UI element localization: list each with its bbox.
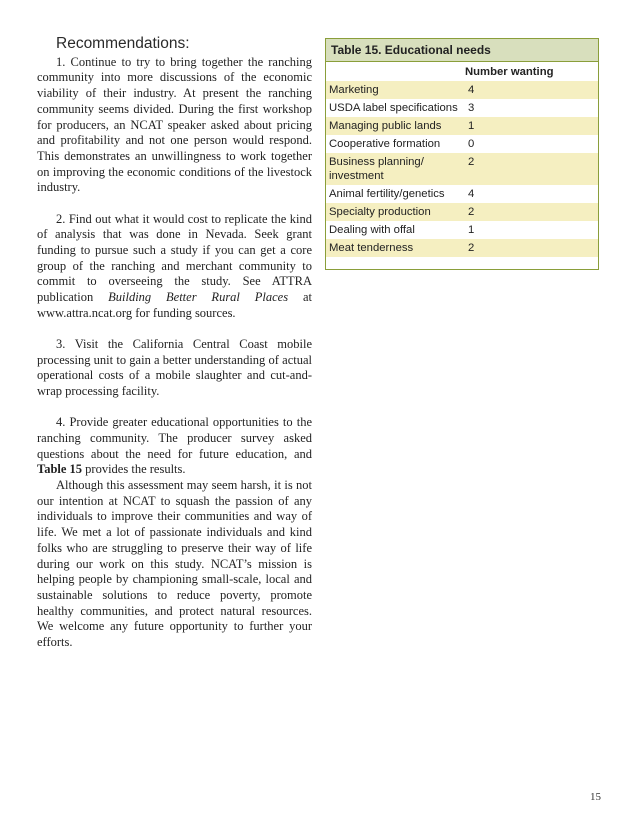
recommendation-3: 3. Visit the California Central Coast mobile processing unit to gain a better understanding of actual operational costs of a mobile slaughter and cut-and-wrap processing facility. — [37, 336, 312, 399]
table-reference: Table 15 — [37, 462, 83, 477]
table-row: Marketing 4 — [326, 81, 598, 99]
table-row: Specialty production 2 — [326, 203, 598, 221]
recommendation-2: 2. Find out what it would cost to replicate the kind of analysis that was done in Nevada. Seek grant funding to pursue such a study if you can get a core group of the ranching and merchant community to commit to overseeing the study. See ATTRA publication Building Better Rural Places at www.attra.ncat.org for funding sources. — [37, 211, 312, 320]
recommendation-4: 4. Provide greater educational opportunities to the ranching community. The producer survey asked questions about the need for future education, and Table 15 provides the results. — [37, 415, 312, 477]
educational-needs-table — [325, 38, 599, 270]
table-row: Managing public lands 1 — [326, 117, 598, 135]
table-title: Table 15. Educational needs — [326, 39, 598, 62]
table-row: Business planning/ investment 2 — [326, 153, 598, 185]
page-number: 15 — [590, 791, 601, 803]
table-row: Meat tenderness 2 — [326, 239, 598, 257]
recommendations-column — [37, 34, 312, 651]
table-row: Animal fertility/genetics 4 — [329, 188, 475, 200]
publication-title: Building Better Rural Places — [108, 290, 289, 305]
recommendation-1: 1. Continue to try to bring together the ranching community into more discussions of the economic viability of their industry. At present the ranching community seems divided. During the first workshop for producers, an NCAT speaker asked about pricing and profitability and not one person would respond. This demonstrates an unwillingness to work together on improving the economic conditions of the livestock industry. — [37, 54, 312, 195]
recommendations-heading: Recommendations: — [56, 35, 190, 52]
table-row: Dealing with offal 1 — [329, 224, 475, 236]
table-row: Cooperative formation 0 — [329, 138, 475, 150]
table-row: USDA label specifications 3 — [329, 102, 475, 114]
column-header: Number wanting — [465, 66, 554, 78]
closing-paragraph: Although this assessment may seem harsh, it is not our intention at NCAT to squash the passion of any individuals to improve their communities and way of life. We met a lot of passionate individuals and kind folks who are struggling to preserve their way of life during our work on this study. NCAT’s mission is helping people by championing small-scale, local and sustainable solutions to reduce poverty, promote healthy communities, and protect natural resources. We welcome any future opportunity to further your efforts. — [37, 478, 312, 650]
